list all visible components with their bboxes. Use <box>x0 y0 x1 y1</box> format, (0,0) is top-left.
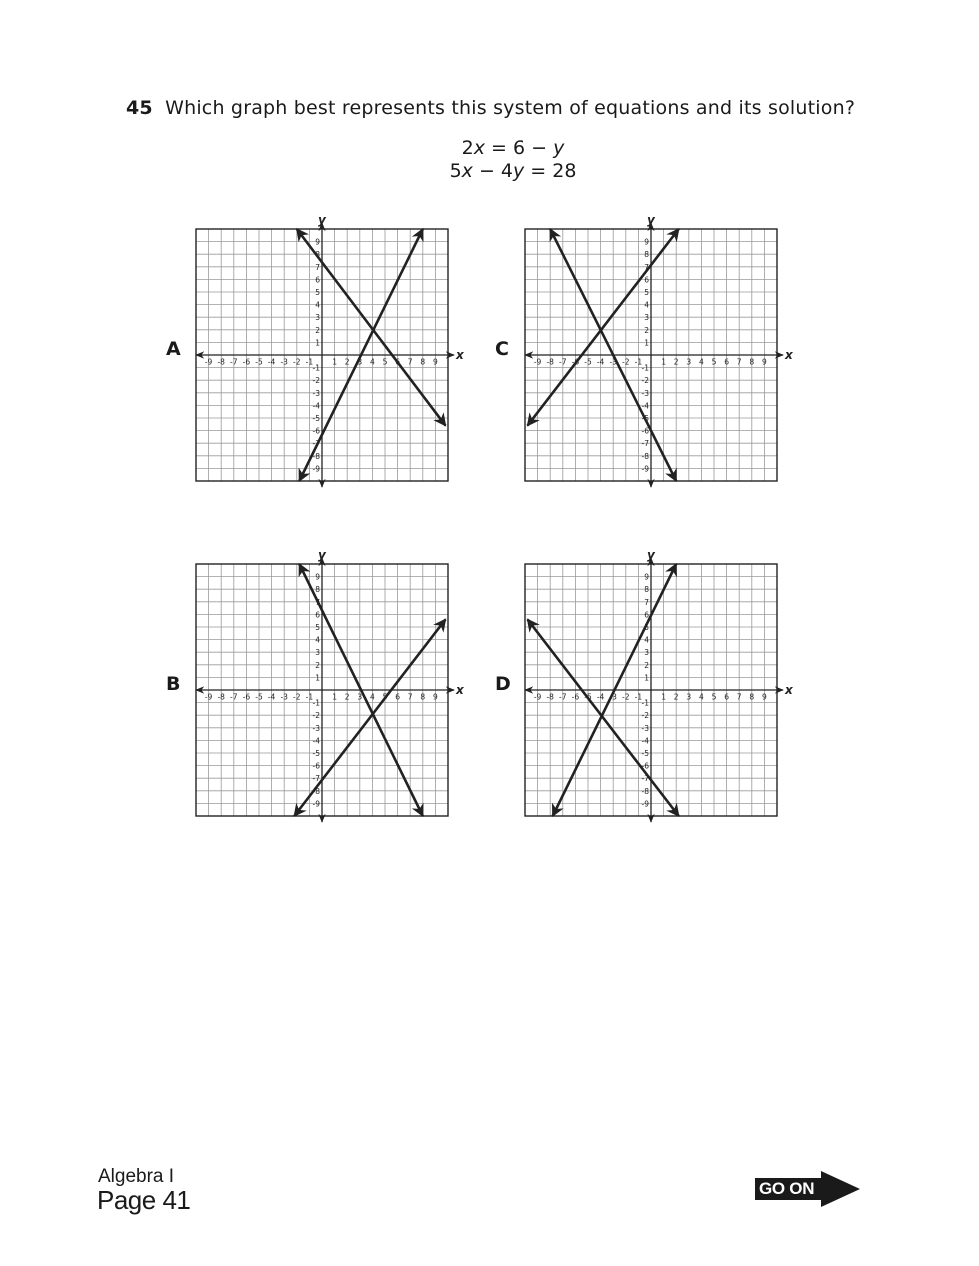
y-tick-label: -5 <box>641 749 649 758</box>
footer-page-number: Page 41 <box>97 1185 191 1215</box>
graph-b[interactable] <box>196 548 464 816</box>
choice-letter-c[interactable]: C <box>495 338 509 360</box>
x-tick-label: -2 <box>622 692 630 702</box>
graph-a[interactable] <box>196 213 464 481</box>
y-tick-label: -1 <box>312 363 320 373</box>
x-tick-label: 4 <box>370 357 375 367</box>
arrow-right-icon <box>821 1171 860 1207</box>
y-tick-label: -9 <box>641 464 649 474</box>
x-tick-label: 5 <box>382 357 388 367</box>
y-tick-label: 1 <box>644 338 649 348</box>
y-tick-label: 2 <box>644 325 649 335</box>
x-tick-label: -2 <box>622 357 630 367</box>
x-tick-label: 4 <box>699 357 704 367</box>
y-tick-label: 6 <box>644 275 649 285</box>
y-tick-label: 6 <box>315 610 320 620</box>
y-tick-label: 4 <box>315 635 320 645</box>
y-tick-label: 6 <box>644 610 649 620</box>
y-tick-label: -1 <box>312 698 320 708</box>
x-tick-label: 1 <box>332 692 337 702</box>
x-tick-label: -6 <box>242 692 251 702</box>
y-axis-label: y <box>647 548 655 562</box>
y-tick-label: 3 <box>315 648 320 658</box>
x-tick-label: 4 <box>699 692 704 702</box>
question-number: 45 <box>126 97 153 119</box>
y-tick-label: -4 <box>312 401 320 411</box>
x-tick-label: 9 <box>762 357 767 367</box>
y-tick-label: 9 <box>644 237 649 247</box>
x-axis-label: x <box>785 348 793 362</box>
y-tick-label: 5 <box>644 623 649 632</box>
x-tick-label: -9 <box>204 692 213 702</box>
y-tick-label: -2 <box>312 711 320 721</box>
y-tick-label: 5 <box>315 623 320 632</box>
y-tick-label: 8 <box>644 250 649 260</box>
x-tick-label: -7 <box>230 357 238 367</box>
x-tick-label: -3 <box>280 357 288 367</box>
graph-d[interactable] <box>525 548 793 816</box>
x-tick-label: -5 <box>584 357 592 367</box>
x-tick-label: 3 <box>357 357 363 367</box>
y-tick-label: 9 <box>644 572 649 582</box>
x-tick-label: -5 <box>255 357 263 367</box>
y-tick-label: 3 <box>315 313 320 323</box>
x-tick-label: 1 <box>661 692 666 702</box>
y-tick-label: 8 <box>644 585 649 595</box>
y-tick-label: -4 <box>641 401 649 411</box>
y-tick-label: -9 <box>312 799 320 809</box>
y-tick-label: -3 <box>641 388 649 398</box>
y-tick-label: 7 <box>644 262 649 272</box>
y-tick-label: -6 <box>312 426 320 436</box>
question-prompt <box>126 97 855 119</box>
y-tick-label: 5 <box>644 288 649 297</box>
y-tick-label: -6 <box>641 761 649 771</box>
x-tick-label: 8 <box>420 357 426 367</box>
x-tick-label: -3 <box>609 692 617 702</box>
y-tick-label: 3 <box>644 648 649 658</box>
y-tick-label: -1 <box>641 698 649 708</box>
y-tick-label: 1 <box>315 338 320 348</box>
y-tick-label: 5 <box>315 288 320 297</box>
y-tick-label: 2 <box>644 660 649 670</box>
x-tick-label: 1 <box>332 357 337 367</box>
x-tick-label: 1 <box>661 357 666 367</box>
x-tick-label: 8 <box>749 692 755 702</box>
x-tick-label: -4 <box>267 357 276 367</box>
y-tick-label: -5 <box>312 749 320 758</box>
footer-subject: Algebra I <box>98 1166 175 1187</box>
x-tick-label: 8 <box>420 692 426 702</box>
y-tick-label: -1 <box>641 363 649 373</box>
equation-1: 2x = 6 − y <box>461 137 565 159</box>
y-tick-label: 8 <box>315 585 320 595</box>
x-tick-label: -9 <box>204 357 213 367</box>
y-tick-label: -4 <box>312 736 320 746</box>
x-tick-label: -3 <box>280 692 288 702</box>
x-tick-label: 7 <box>736 692 742 702</box>
y-tick-label: 9 <box>315 572 320 582</box>
y-axis-label: y <box>318 213 326 227</box>
x-axis-label: x <box>456 683 464 697</box>
x-tick-label: -1 <box>634 357 643 367</box>
question-text: Which graph best represents this system of equations and its solution? <box>165 97 856 119</box>
y-axis-label: y <box>647 213 655 227</box>
x-tick-label: 5 <box>711 692 717 702</box>
y-tick-label: -7 <box>312 439 320 449</box>
x-tick-label: -9 <box>533 357 542 367</box>
x-axis-label: x <box>456 348 464 362</box>
y-tick-label: -2 <box>641 711 649 721</box>
x-tick-label: -8 <box>546 357 554 367</box>
y-tick-label: -6 <box>312 761 320 771</box>
y-tick-label: 2 <box>315 660 320 670</box>
y-tick-label: -8 <box>312 451 320 461</box>
y-tick-label: -2 <box>641 376 649 386</box>
x-tick-label: -4 <box>596 692 605 702</box>
y-tick-label: -3 <box>312 388 320 398</box>
x-tick-label: -4 <box>267 692 276 702</box>
y-tick-label: -5 <box>312 414 320 423</box>
y-tick-label: 6 <box>315 275 320 285</box>
x-tick-label: -8 <box>217 692 225 702</box>
equation-2: 5x − 4y = 28 <box>449 160 577 182</box>
y-tick-label: 7 <box>644 597 649 607</box>
x-tick-label: 2 <box>344 357 350 367</box>
y-tick-label: 1 <box>644 673 649 683</box>
y-tick-label: 9 <box>315 237 320 247</box>
x-tick-label: 3 <box>357 692 363 702</box>
y-tick-label: 4 <box>315 300 320 310</box>
y-tick-label: 4 <box>644 635 649 645</box>
x-tick-label: 9 <box>433 357 438 367</box>
x-tick-label: -5 <box>584 692 592 702</box>
x-tick-label: 9 <box>433 692 438 702</box>
go-on-label: GO ON <box>759 1179 815 1198</box>
x-tick-label: 6 <box>395 357 400 367</box>
y-tick-label: -7 <box>312 774 320 784</box>
x-tick-label: 2 <box>344 692 350 702</box>
x-tick-label: 8 <box>749 357 755 367</box>
y-tick-label: -8 <box>312 786 320 796</box>
x-tick-label: -6 <box>242 357 251 367</box>
x-tick-label: -5 <box>255 692 263 702</box>
y-tick-label: -9 <box>312 464 320 474</box>
x-tick-label: -4 <box>596 357 605 367</box>
go-on-arrow <box>755 1171 860 1207</box>
graph-c[interactable] <box>525 213 793 481</box>
x-tick-label: 5 <box>382 692 388 702</box>
x-tick-label: -1 <box>305 692 314 702</box>
y-tick-label: 8 <box>315 250 320 260</box>
choice-letter-b[interactable]: B <box>166 673 181 695</box>
x-tick-label: 5 <box>711 357 717 367</box>
x-tick-label: 6 <box>395 692 400 702</box>
x-axis-label: x <box>785 683 793 697</box>
y-tick-label: -7 <box>641 439 649 449</box>
x-tick-label: -7 <box>559 357 567 367</box>
x-tick-label: 4 <box>370 692 375 702</box>
x-tick-label: -7 <box>230 692 238 702</box>
x-tick-label: -6 <box>571 692 580 702</box>
y-tick-label: -3 <box>312 723 320 733</box>
x-tick-label: 3 <box>686 357 692 367</box>
y-tick-label: -5 <box>641 414 649 423</box>
y-tick-label: -2 <box>312 376 320 386</box>
x-tick-label: -8 <box>546 692 554 702</box>
x-tick-label: 3 <box>686 692 692 702</box>
x-tick-label: -1 <box>634 692 643 702</box>
y-tick-label: 1 <box>315 673 320 683</box>
y-tick-label: 7 <box>315 597 320 607</box>
x-tick-label: 7 <box>736 357 742 367</box>
x-tick-label: -8 <box>217 357 225 367</box>
x-tick-label: -2 <box>293 692 301 702</box>
y-tick-label: -4 <box>641 736 649 746</box>
x-tick-label: -3 <box>609 357 617 367</box>
choice-letter-d[interactable]: D <box>495 673 511 695</box>
y-tick-label: -7 <box>641 774 649 784</box>
x-tick-label: -6 <box>571 357 580 367</box>
x-tick-label: 6 <box>724 692 729 702</box>
y-tick-label: 3 <box>644 313 649 323</box>
y-tick-label: 2 <box>315 325 320 335</box>
x-tick-label: -2 <box>293 357 301 367</box>
y-tick-label: -8 <box>641 451 649 461</box>
y-tick-label: -3 <box>641 723 649 733</box>
x-tick-label: -7 <box>559 692 567 702</box>
x-tick-label: 2 <box>673 692 679 702</box>
x-tick-label: -1 <box>305 357 314 367</box>
choice-letter-a[interactable]: A <box>166 338 181 360</box>
x-tick-label: 9 <box>762 692 767 702</box>
y-tick-label: 7 <box>315 262 320 272</box>
x-tick-label: 7 <box>407 357 413 367</box>
x-tick-label: 2 <box>673 357 679 367</box>
y-tick-label: -9 <box>641 799 649 809</box>
x-tick-label: 7 <box>407 692 413 702</box>
x-tick-label: -9 <box>533 692 542 702</box>
y-tick-label: -6 <box>641 426 649 436</box>
x-tick-label: 6 <box>724 357 729 367</box>
y-tick-label: -8 <box>641 786 649 796</box>
y-tick-label: 4 <box>644 300 649 310</box>
y-axis-label: y <box>318 548 326 562</box>
